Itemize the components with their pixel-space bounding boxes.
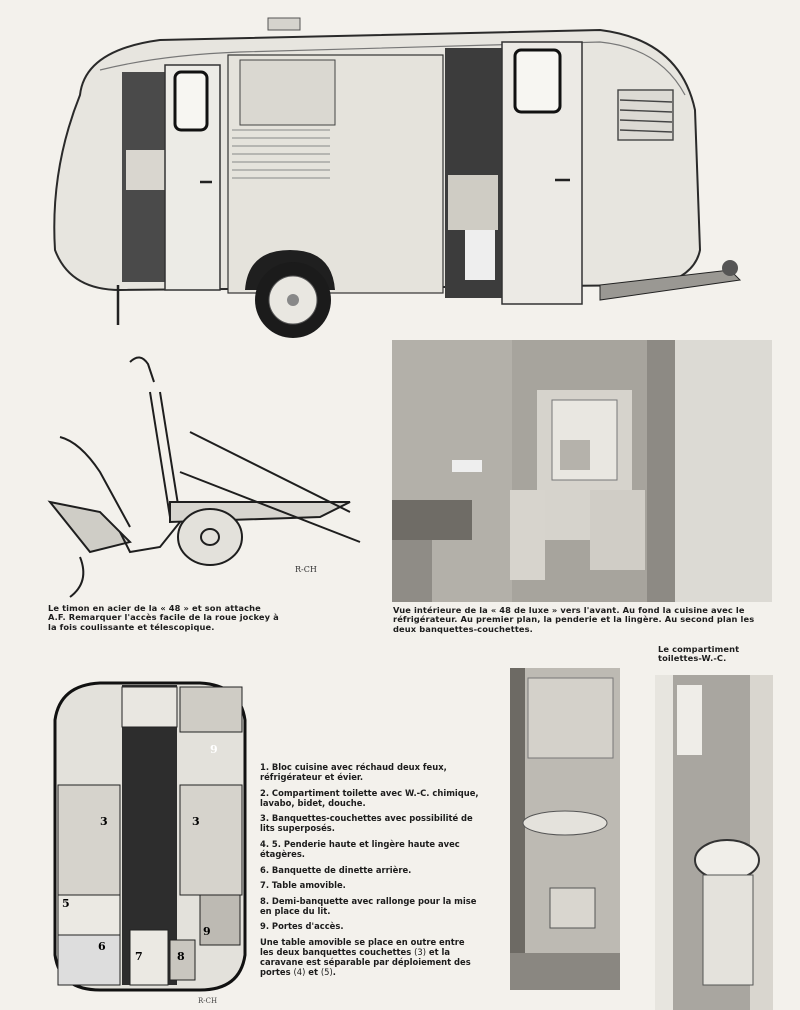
wc-caption: Le compartiment toilettes-W.-C. (658, 644, 740, 664)
plan-label-dinette: 6 (98, 940, 106, 953)
caravan-exterior-illustration (40, 0, 750, 360)
plan-label-door-front: 9 (210, 743, 218, 756)
legend-note-ref: (5) (320, 967, 333, 978)
legend-note (260, 937, 480, 977)
legend-item: 6. Banquette de dinette arrière. (260, 864, 412, 875)
legend-item: 9. Portes d'accès. (260, 921, 344, 932)
legend-item: 7. Table amovible. (260, 880, 346, 891)
legend-item: 3. Banquettes-couchettes avec possibilité de lits superposés. (260, 813, 473, 834)
plan-label-table: 7 (135, 950, 143, 963)
legend-item: 8. Demi-banquette avec rallonge pour la mise en place du lit. (260, 895, 477, 916)
wc-compartment-photo (655, 675, 773, 1010)
plan-legend (260, 762, 480, 983)
legend-item: 1. Bloc cuisine avec réchaud deux feux, réfrigérateur et évier. (260, 762, 447, 783)
legend-note-text: et la caravane est séparable par déploiement des portes (260, 947, 471, 978)
legend-item: 2. Compartiment toilette avec W.-C. chimique, lavabo, bidet, douche. (260, 787, 479, 808)
plan-label-banquette-left: 3 (100, 815, 108, 828)
legend-note-text: et (305, 967, 321, 978)
legend-note-ref: (3) (414, 947, 426, 958)
plan-label-linen-cupboard: 5 (62, 897, 70, 910)
plan-label-banquette-right: 3 (192, 815, 200, 828)
floor-plan-diagram (40, 645, 260, 1010)
legend-item: 4. 5. Penderie haute et lingère haute avec étagères. (260, 838, 460, 860)
drawbar-jockey-wheel-illustration (30, 352, 365, 602)
plan-label-door-rear: 9 (203, 925, 211, 938)
legend-note-ref: (4) (293, 967, 306, 978)
legend-note-text: . (332, 967, 336, 978)
drawbar-signature: R-CH (295, 565, 317, 574)
interior-caption: Vue intérieure de la « 48 de luxe » vers l'avant. Au fond la cuisine avec le réfrigérateur. Au premier plan, la penderie et la lingère. Au second plan les deux banquettes-couchettes. (393, 605, 755, 634)
interior-view-photo (392, 340, 772, 602)
washbasin-photo (510, 668, 620, 990)
legend-note-text: Une table amovible se place en outre entre les deux banquettes couchettes (260, 937, 465, 958)
plan-label-half-banquette: 8 (177, 950, 185, 963)
drawbar-caption: Le timon en acier de la « 48 » et son attache A.F. Remarquer l'accès facile de la roue jockey à la fois coulissante et télescopique. (48, 603, 279, 632)
plan-signature: R-CH (198, 997, 218, 1005)
